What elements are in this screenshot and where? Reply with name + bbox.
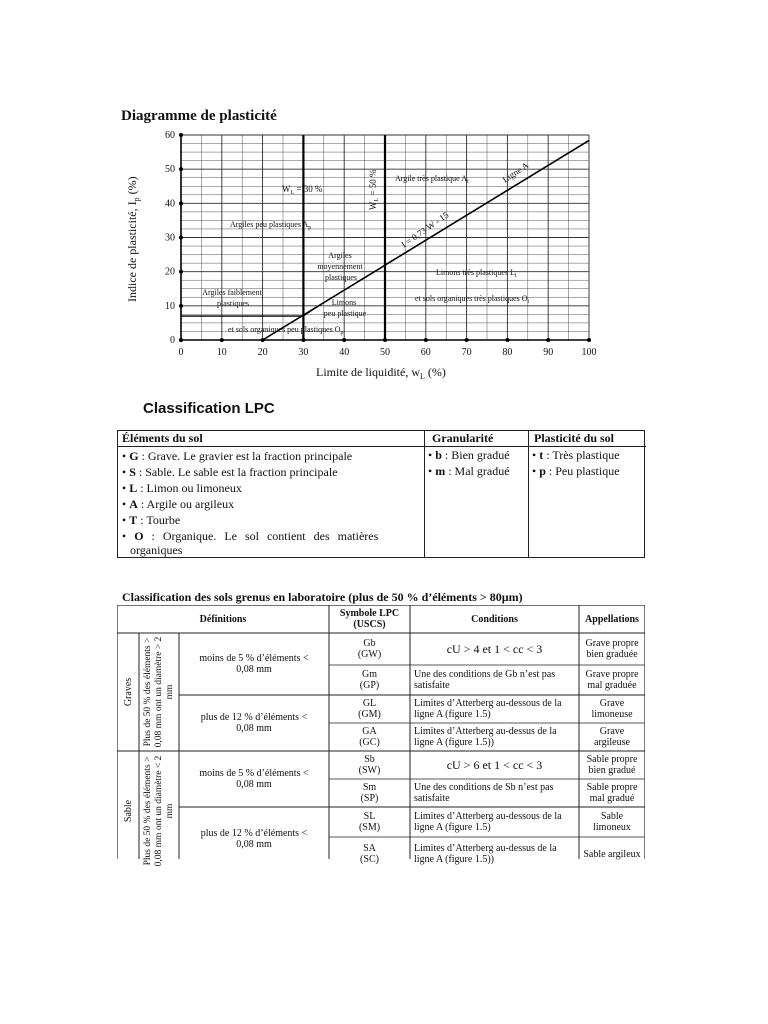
y-tick-label: 30 [165,232,175,244]
lpc-granularite-list [424,447,528,557]
symbol-uscs: (SP) [360,793,379,804]
condition-cell: Une des conditions de Sb n’est pas satisfaite [414,782,554,804]
sub-definition: plus de 12 % d’éléments < 0,08 mm [200,712,308,734]
sub-definition: moins de 5 % d’éléments < 0,08 mm [199,653,309,675]
group-name: Sable [122,799,134,823]
table-row [329,665,410,695]
grenus-title: Classification des sols grenus en laboratoire (plus de 50 % d’éléments > 80µm) [122,590,523,604]
table-row [329,779,410,807]
group-criterion: Plus de 50 % des éléments > 0,08 mm ont un diamètre < 2 mm [142,755,175,867]
header-conditions: Conditions [471,613,518,625]
lpc-elements-list [118,447,424,557]
y-tick-label: 10 [165,300,175,312]
lpc-title: Classification LPC [143,400,275,417]
plasticity-title: Diagramme de plasticité [121,108,277,124]
y-tick-label: 60 [165,130,175,141]
appellation-cell: Grave propre mal graduée [585,669,639,691]
lpc-header-elements: Éléments du sol [118,431,424,447]
symbol-uscs: (SC) [360,854,379,865]
x-tick-label: 20 [257,347,268,358]
symbol-lpc: GA [362,726,377,737]
region-limons-peu-plastique: Limons peu plastique [323,298,367,318]
x-tick-dot [342,338,346,342]
x-tick-label: 10 [216,347,227,358]
lpc-plasticite-list [528,447,646,557]
appellation-cell: Sable propre bien gradué [586,754,638,776]
list-item: • O : Organique. Le sol contient des matières [122,529,379,543]
appellation-cell: Grave limoneuse [591,698,633,720]
y-tick-dot [179,338,183,342]
condition-cell: Limites d’Atterberg au-dessus de la ligne A (figure 1.5)) [414,843,557,865]
symbol-lpc: SL [363,811,376,822]
symbol-uscs: (GM) [358,709,381,720]
x-tick-label: 60 [420,347,431,358]
symbol-lpc: SA [363,843,376,854]
table-row [329,723,410,751]
y-tick-label: 20 [165,266,175,278]
list-item: • T : Tourbe [122,513,181,527]
symbol-lpc: Gm [362,669,377,680]
condition-cell: Limites d’Atterberg au-dessus de la ligne A (figure 1.5)) [414,726,557,748]
symbol-uscs: (GW) [357,649,382,660]
symbol-lpc: Sm [362,782,377,793]
y-tick-dot [179,304,183,308]
x-tick-label: 50 [380,347,390,358]
table-row [329,807,410,837]
region-argiles-peu-plastiques: Argiles peu plastiques $A_p$ [230,220,312,231]
table-row [329,633,410,665]
condition-cell: cU > 6 et 1 < cc < 3 [446,757,543,772]
region-limons-tres-plastiques: Limons très plastiques $L_t$ [436,268,517,279]
table-row [329,695,410,723]
lpc-header-granularite: Granularité [424,431,528,447]
list-item: • G : Grave. Le gravier est la fraction principale [122,449,353,463]
symbol-uscs: (SW) [358,765,381,776]
condition-cell: Une des conditions de Gb n’est pas satisfaite [414,669,556,691]
table-row [329,751,410,779]
grenus-table [117,605,645,867]
x-tick-dot [220,338,224,342]
list-item: organiques [130,543,183,557]
appellation-cell: Grave propre bien graduée [585,638,639,660]
x-tick-label: 0 [178,347,184,358]
header-symbole: Symbole LPC (USCS) [339,608,400,630]
x-tick-label: 30 [298,347,309,358]
lpc-table [117,430,645,558]
condition-cell: cU > 4 et 1 < cc < 3 [446,641,543,656]
list-item: • S : Sable. Le sable est la fraction principale [122,465,338,479]
region-organiques-peu-plastiques: et sols organiques peu plastiques $O_p$ [228,325,344,336]
symbol-lpc: Sb [364,754,375,765]
appellation-cell: Sable argileux [583,848,641,860]
condition-cell: Limites d’Atterberg au-dessous de la ligne A (figure 1.5) [414,811,562,833]
list-item: • A : Argile ou argileux [122,497,235,511]
list-item: • m : Mal gradué [428,464,510,478]
x-tick-label: 100 [581,347,597,358]
ligne-a-label: Ligne A [500,160,531,185]
region-argiles-moyennement: Argiles moyennement plastiques [317,251,363,282]
x-tick-label: 80 [502,347,513,358]
group-name: Graves [122,677,134,707]
appellation-cell: Grave argileuse [594,726,630,748]
symbol-lpc: GL [362,698,377,709]
y-tick-label: 0 [170,335,175,346]
chart-ticks [165,130,597,358]
group-criterion: Plus de 50 % des éléments > 0,08 mm ont un diamètre > 2 mm [142,636,175,748]
header-appellations: Appellations [585,613,639,625]
list-item: • t : Très plastique [532,448,620,462]
condition-cell: Limites d’Atterberg au-dessous de la ligne A (figure 1.5) [414,698,562,720]
plasticity-chart [0,0,768,400]
x-tick-label: 90 [543,347,554,358]
region-organiques-tres-plastiques: et sols organiques très plastiques $O_t$ [415,294,530,305]
symbol-lpc: Gb [363,638,376,649]
x-tick-dot [587,338,591,342]
y-tick-dot [179,201,183,205]
table-row [329,837,410,871]
y-axis-label: Indice de plasticité, $I_p$ (%) [125,176,141,302]
sub-definition: plus de 12 % d’éléments < 0,08 mm [200,828,308,850]
y-tick-dot [179,236,183,240]
region-argiles-faiblement: Argiles faiblement plastiques [202,288,262,308]
region-wl30: $W_L = 30$ % [282,184,323,196]
header-definitions: Définitions [199,613,247,625]
lpc-header-plasticite: Plasticité du sol [528,431,646,447]
symbol-uscs: (SM) [358,822,381,833]
list-item: • b : Bien gradué [428,448,510,462]
x-tick-dot [465,338,469,342]
x-tick-dot [424,338,428,342]
y-tick-label: 50 [165,164,175,176]
symbol-uscs: (GP) [359,680,380,691]
x-tick-dot [505,338,509,342]
x-tick-dot [546,338,550,342]
ligne-a-equation: I = 0,73 W - 15 [399,209,451,250]
list-item: • L : Limon ou limoneux [122,481,242,495]
region-wl50: $W_L = 50$ % [368,169,380,210]
x-tick-label: 70 [461,347,472,358]
x-tick-label: 40 [339,347,350,358]
y-tick-dot [179,270,183,274]
y-tick-dot [179,133,183,137]
x-axis-label: Limite de liquidité, $w_L$ (%) [316,365,446,381]
sub-definition: moins de 5 % d’éléments < 0,08 mm [199,768,309,790]
appellation-cell: Sable propre mal gradué [586,782,638,804]
y-tick-label: 40 [165,198,175,210]
symbol-uscs: (GC) [359,737,380,748]
appellation-cell: Sable limoneux [593,811,631,833]
region-argile-tres-plastique: Argile très plastique $A_t$ [395,174,469,185]
y-tick-dot [179,167,183,171]
list-item: • p : Peu plastique [532,464,620,478]
